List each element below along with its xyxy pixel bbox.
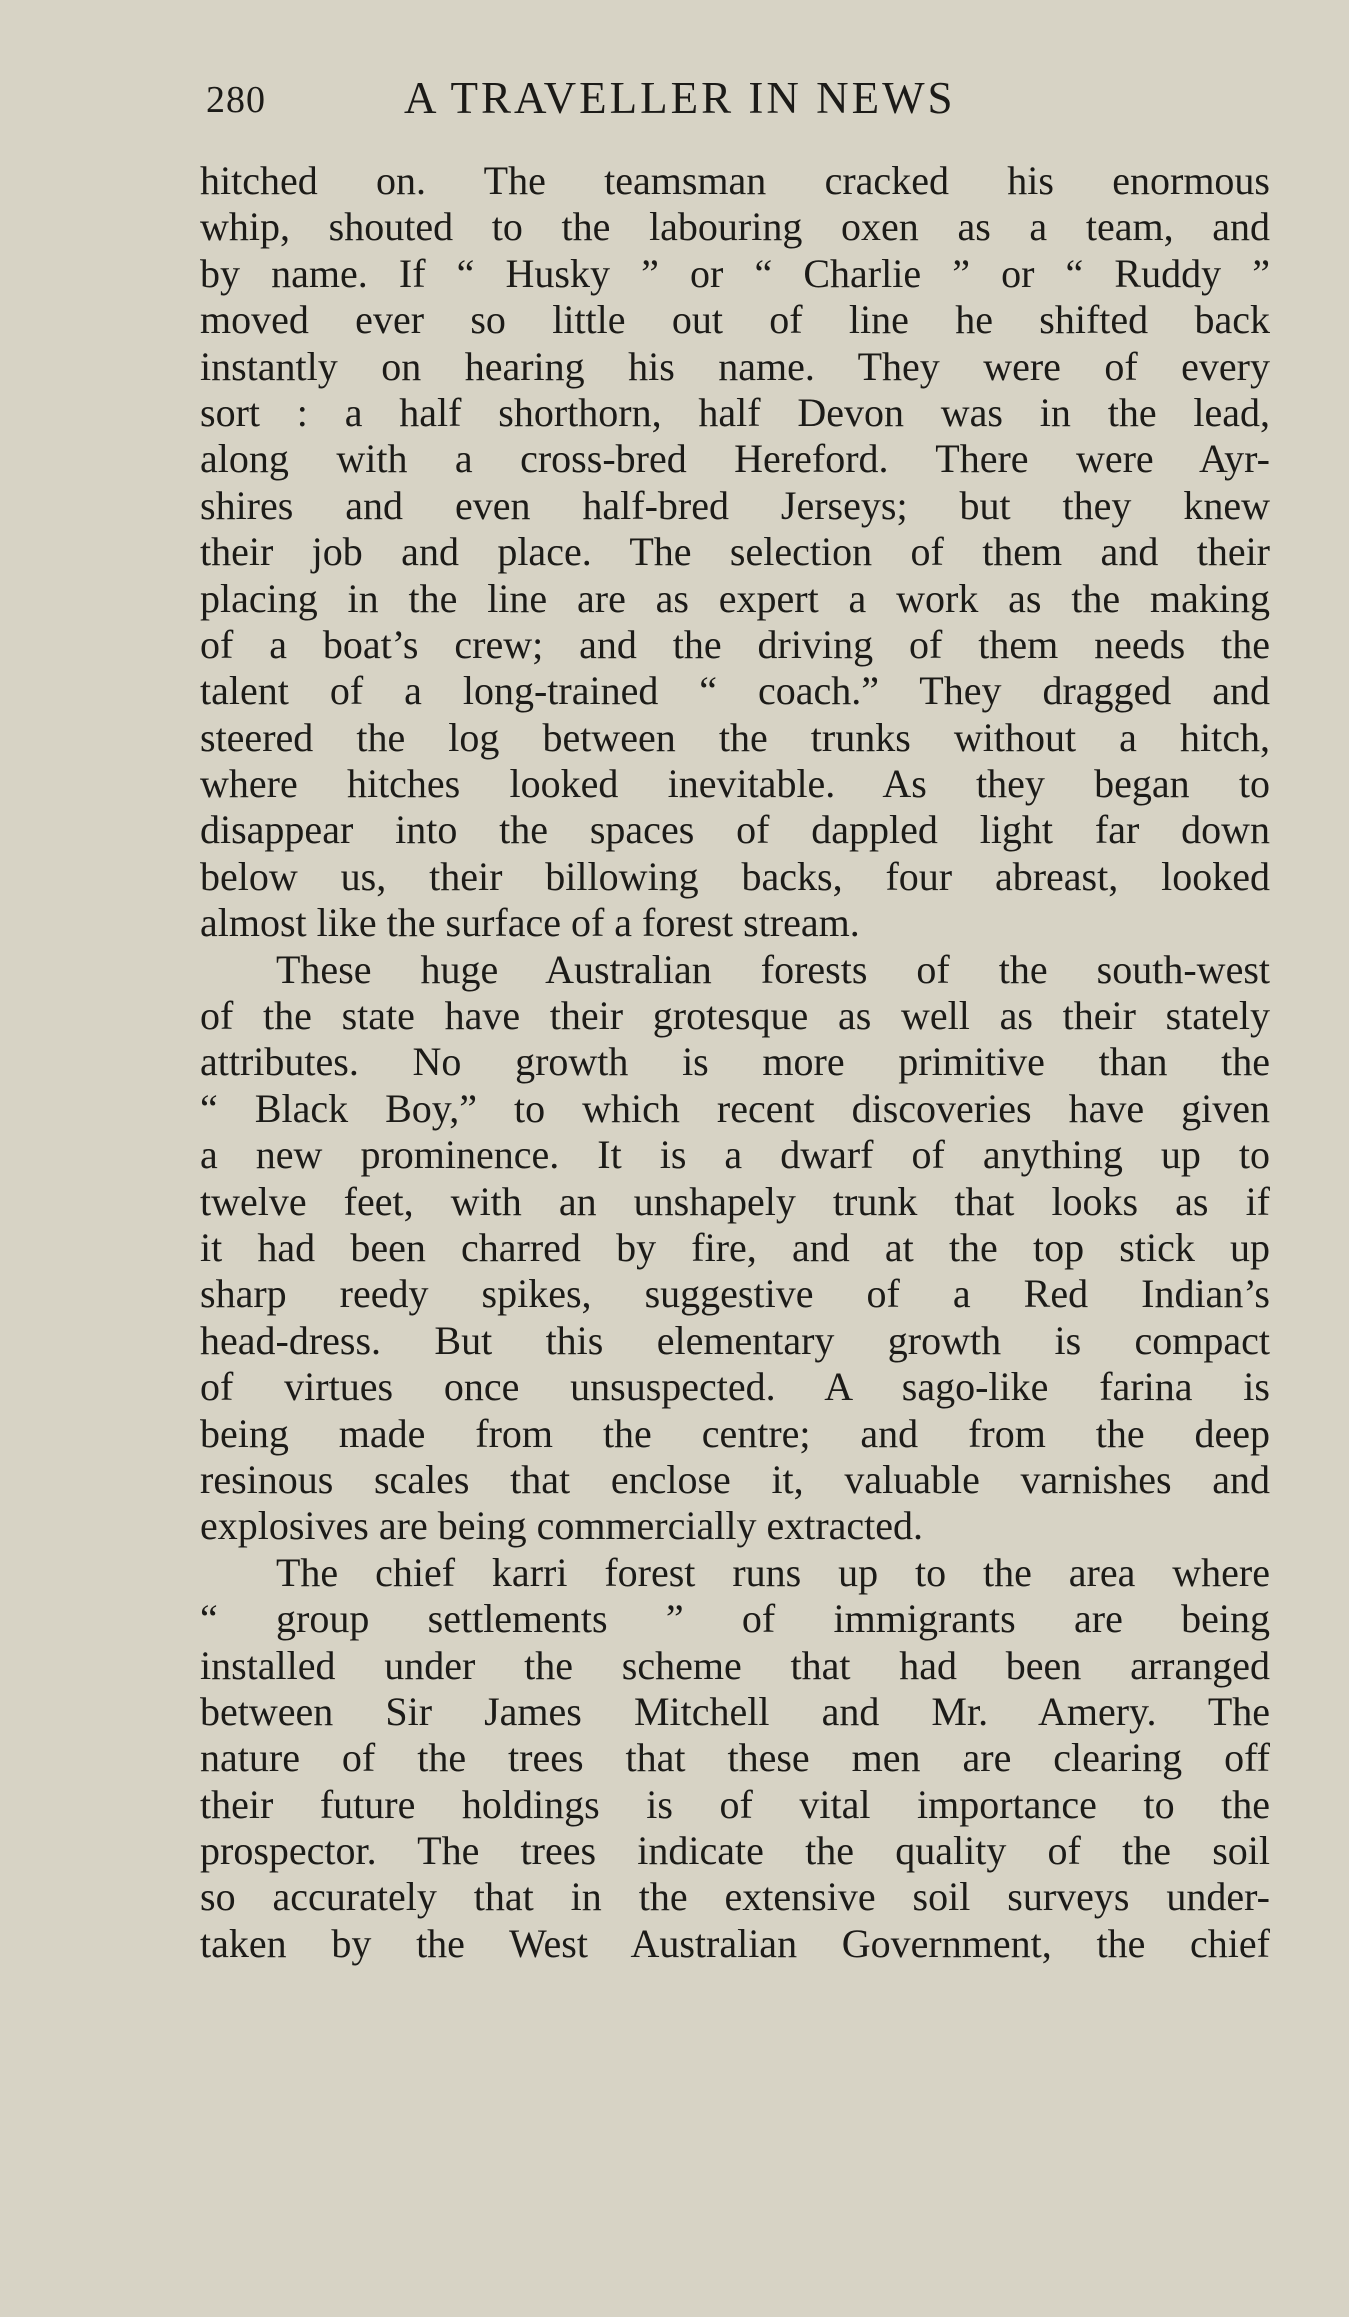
text-line: talent of a long-trained “ coach.” They dragged and — [200, 668, 1270, 714]
text-line: placing in the line are as expert a work as the making — [200, 575, 1270, 621]
text-line: resinous scales that enclose it, valuable varnishes and — [200, 1456, 1270, 1502]
text-line: nature of the trees that these men are clearing off — [200, 1735, 1270, 1781]
text-line: their job and place. The selection of them and their — [200, 529, 1270, 575]
text-line: The chief karri forest runs up to the area where — [276, 1549, 1270, 1595]
text-line: instantly on hearing his name. They were of every — [200, 343, 1270, 389]
text-line: being made from the centre; and from the deep — [200, 1410, 1270, 1456]
text-line: steered the log between the trunks without a hitch, — [200, 714, 1270, 760]
text-line: by name. If “ Husky ” or “ Charlie ” or “ Ruddy ” — [200, 250, 1270, 296]
text-line: attributes. No growth is more primitive than the — [200, 1039, 1270, 1085]
text-line: of the state have their grotesque as well as their stately — [200, 993, 1270, 1039]
text-line: prospector. The trees indicate the quality of the soil — [200, 1828, 1270, 1874]
text-line: almost like the surface of a forest stream. — [200, 900, 860, 946]
text-line: moved ever so little out of line he shifted back — [200, 297, 1270, 343]
running-title: A TRAVELLER IN NEWS — [404, 73, 956, 123]
text-line: hitched on. The teamsman cracked his enormous — [200, 158, 1270, 203]
text-line: shires and even half-bred Jerseys; but they knew — [200, 482, 1270, 528]
text-line: “ group settlements ” of immigrants are being — [200, 1596, 1270, 1642]
text-line: their future holdings is of vital importance to the — [200, 1781, 1270, 1827]
text-line: sharp reedy spikes, suggestive of a Red Indian’s — [200, 1271, 1270, 1317]
text-line: a new prominence. It is a dwarf of anything up to — [200, 1132, 1270, 1178]
text-line: disappear into the spaces of dappled light far down — [200, 807, 1270, 853]
text-line: it had been charred by fire, and at the top stick up — [200, 1224, 1270, 1270]
text-line: taken by the West Australian Government, the chief — [200, 1920, 1270, 1966]
paragraph — [200, 947, 1270, 1550]
text-line: installed under the scheme that had been arranged — [200, 1642, 1270, 1688]
text-line: of a boat’s crew; and the driving of them needs the — [200, 621, 1270, 667]
text-line: twelve feet, with an unshapely trunk that looks as if — [200, 1178, 1270, 1224]
text-line: head-dress. But this elementary growth is compact — [200, 1317, 1270, 1363]
text-line: along with a cross-bred Hereford. There were Ayr- — [200, 436, 1270, 482]
page-number: 280 — [206, 79, 266, 121]
text-line: of virtues once unsuspected. A sago-like farina is — [200, 1364, 1270, 1410]
page-header — [200, 72, 1270, 132]
text-line: where hitches looked inevitable. As they began to — [200, 761, 1270, 807]
body-text — [200, 158, 1270, 1967]
text-line: whip, shouted to the labouring oxen as a team, and — [200, 204, 1270, 250]
text-line: below us, their billowing backs, four abreast, looked — [200, 853, 1270, 899]
paragraph — [200, 158, 1270, 947]
text-line: “ Black Boy,” to which recent discoveries have given — [200, 1085, 1270, 1131]
text-line: sort : a half shorthorn, half Devon was in the lead, — [200, 389, 1270, 435]
text-line: explosives are being commercially extracted. — [200, 1503, 924, 1549]
text-line: between Sir James Mitchell and Mr. Amery. The — [200, 1688, 1270, 1734]
text-line: These huge Australian forests of the south-west — [276, 946, 1270, 992]
text-line: so accurately that in the extensive soil surveys under- — [200, 1874, 1270, 1920]
paragraph — [200, 1550, 1270, 1968]
